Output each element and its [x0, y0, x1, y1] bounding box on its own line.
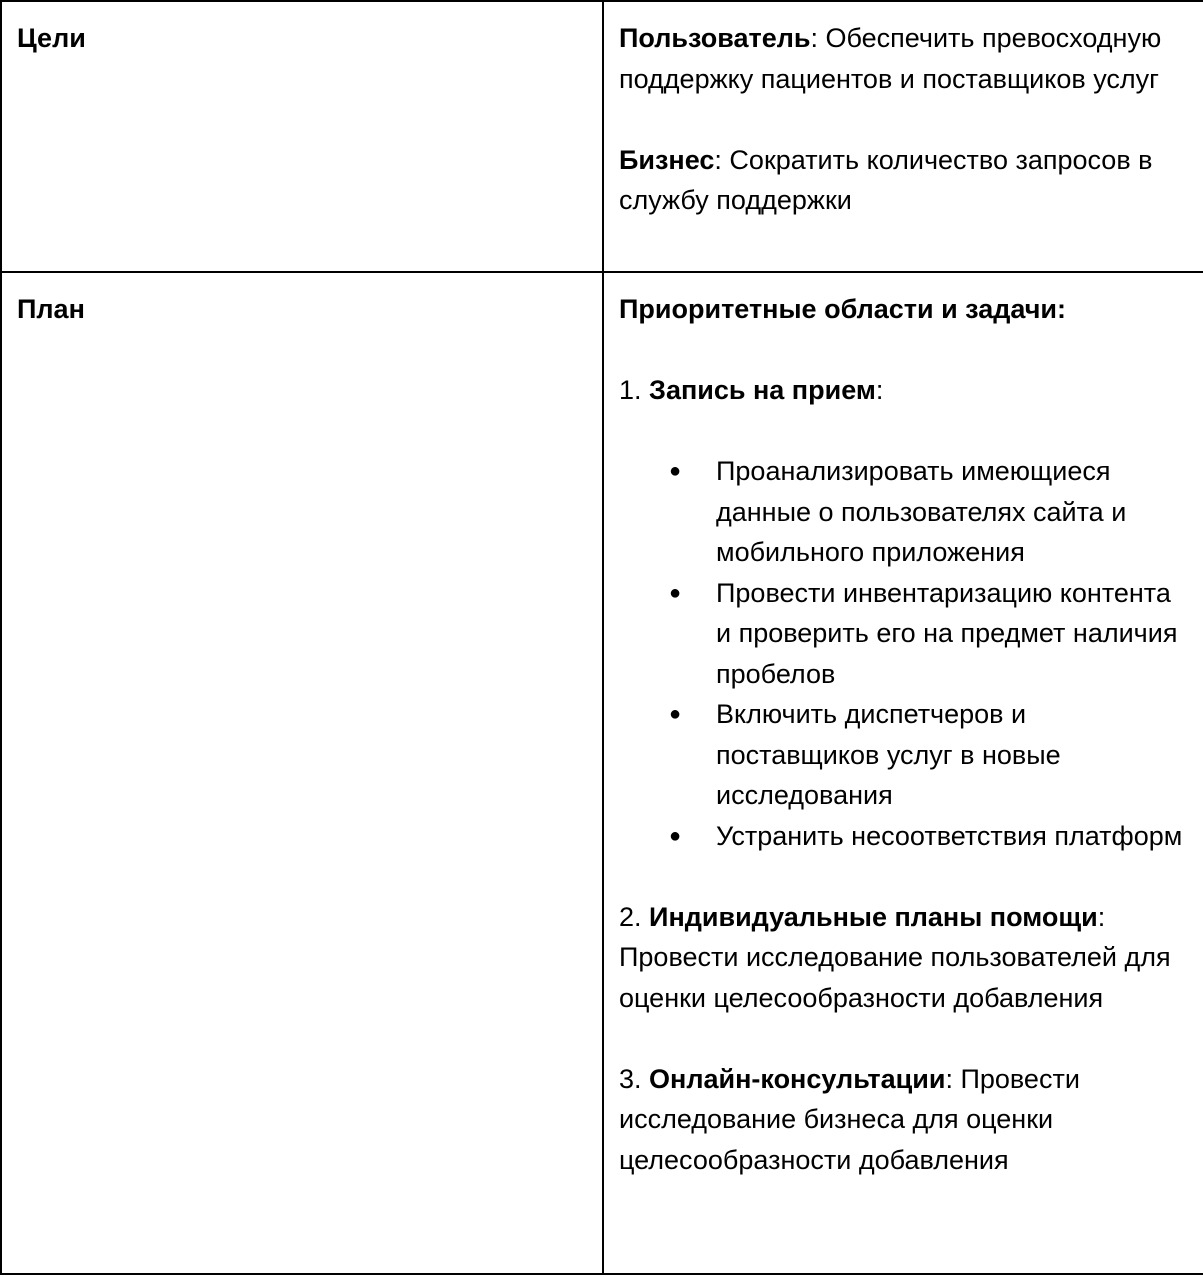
plan-label: План	[1, 272, 603, 1274]
bullet-icon: ●	[669, 703, 682, 725]
business-goal-label: Бизнес	[619, 144, 715, 175]
list-item	[669, 451, 1189, 573]
spacer	[619, 856, 1189, 897]
list-item	[669, 573, 1189, 695]
bullet-icon: ●	[669, 460, 682, 482]
goals-label: Цели	[1, 1, 603, 272]
plan-item-2-title: Индивидуальные планы помощи	[649, 901, 1098, 932]
plan-item-1-bullet-list	[619, 451, 1189, 856]
list-item-text: Включить диспетчеров и поставщиков услуг в новые исследования	[716, 699, 1061, 810]
list-item-text: Провести инвентаризацию контента и проверить его на предмет наличия пробелов	[716, 577, 1178, 689]
plan-item-1	[619, 370, 1189, 411]
user-goal	[619, 18, 1189, 99]
plan-item-2-text: : Провести исследование пользователей для оценки целесообразности добавления	[619, 901, 1171, 1013]
goals-row	[1, 1, 1203, 272]
bullet-icon: ●	[669, 824, 682, 847]
plan-item-2	[619, 897, 1189, 1019]
plan-item-1-number: 1.	[619, 375, 650, 405]
spacer	[619, 1018, 1189, 1059]
spacer	[619, 330, 1189, 371]
plan-item-3	[619, 1059, 1189, 1181]
plan-item-2-number: 2.	[619, 901, 650, 932]
plan-content	[603, 272, 1203, 1274]
plan-item-1-suffix: :	[875, 375, 884, 405]
list-item-text: Устранить несоответствия платформ	[716, 820, 1183, 851]
plan-item-3-text: : Провести исследование бизнеса для оценки целесообразности добавления	[619, 1063, 1080, 1175]
plan-item-3-number: 3.	[619, 1063, 650, 1094]
list-item	[669, 816, 1189, 857]
user-goal-label: Пользователь	[619, 23, 811, 53]
plan-item-3-title: Онлайн-консультации	[649, 1063, 946, 1094]
spacer	[619, 99, 1189, 140]
plan-heading: Приоритетные области и задачи:	[619, 294, 1067, 324]
plan-item-1-title: Запись на прием	[649, 375, 876, 405]
bullet-icon: ●	[669, 581, 682, 604]
business-goal-text: : Сократить количество запросов в службу поддержки	[619, 144, 1153, 215]
spacer	[619, 411, 1189, 452]
business-goal	[619, 140, 1189, 221]
list-item-text: Проанализировать имеющиеся данные о пользователях сайта и мобильного приложения	[716, 456, 1127, 567]
user-goal-text: : Обеспечить превосходную поддержку пациентов и поставщиков услуг	[619, 23, 1162, 94]
plan-row	[1, 272, 1203, 1274]
list-item	[669, 694, 1189, 816]
goals-content	[603, 1, 1203, 272]
